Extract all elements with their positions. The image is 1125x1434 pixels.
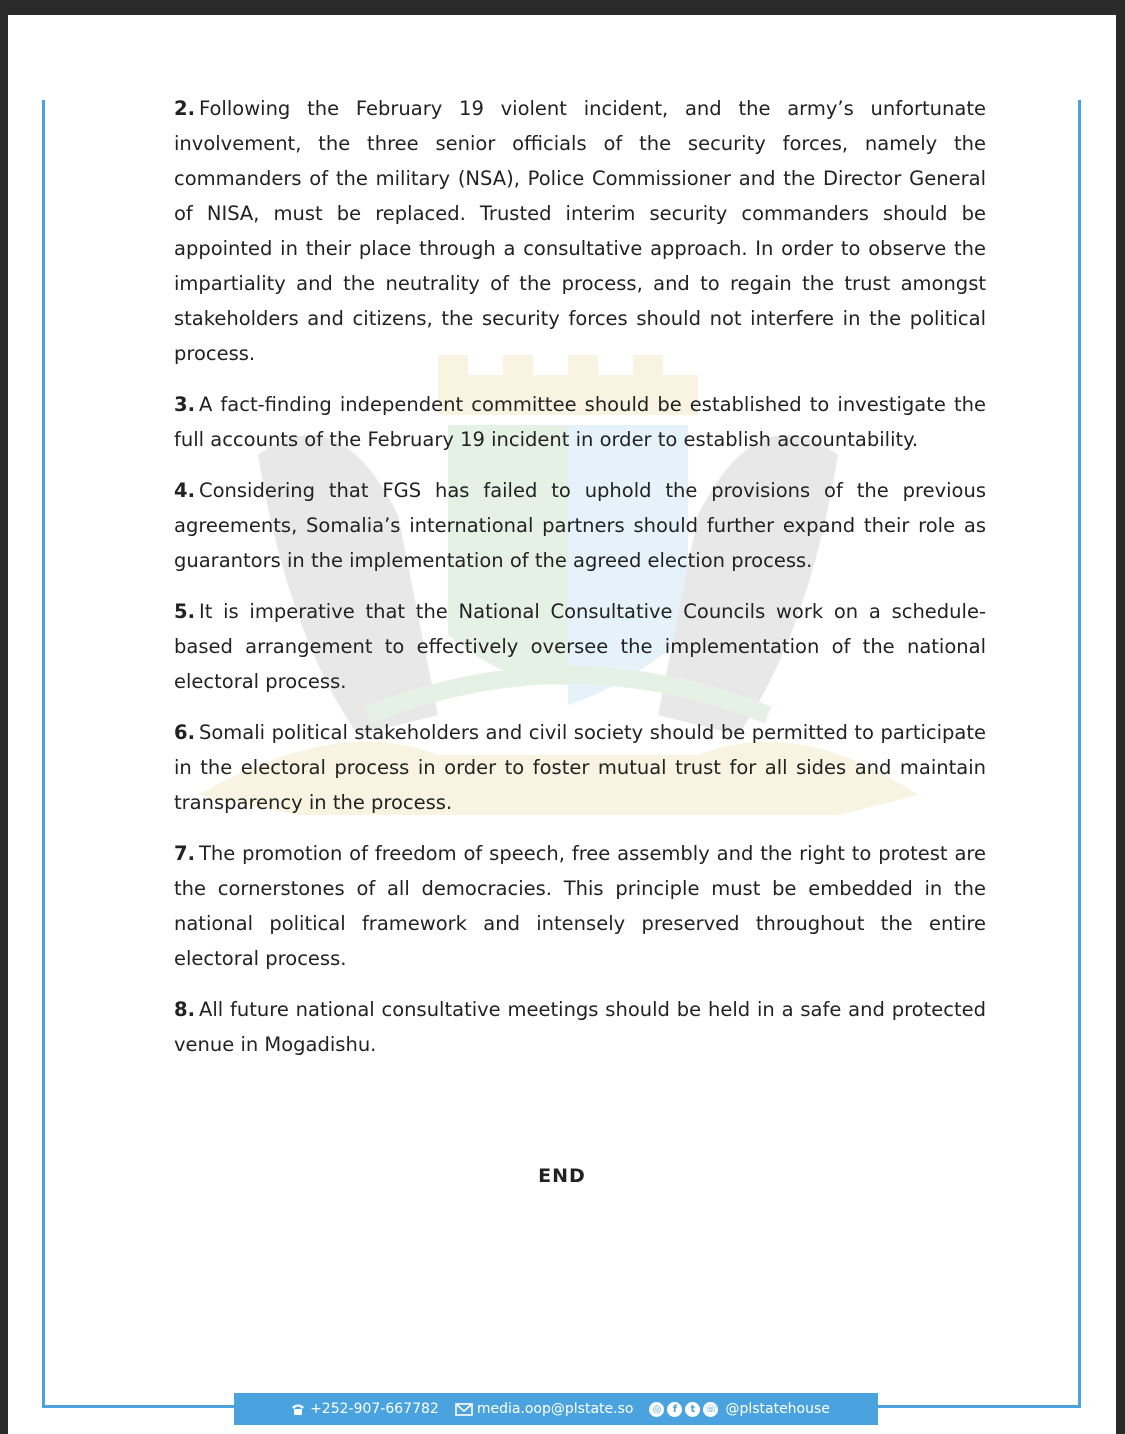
paragraph-number: 7. bbox=[174, 842, 195, 865]
email-address[interactable]: media.oop@plstate.so bbox=[476, 1401, 634, 1417]
paragraph-text: A fact-finding independent committee should be established to investigate the full accounts of the February 19 incident in order to establish accountability. bbox=[174, 393, 986, 451]
paragraph-text: The promotion of freedom of speech, free assembly and the right to protest are the cornerstones of all democracies. This principle must be embedded in the national political framework and intensely preserved throughout the entire electoral process. bbox=[174, 842, 986, 970]
facebook-icon[interactable]: f bbox=[667, 1402, 682, 1417]
paragraph-2 bbox=[174, 91, 986, 371]
paragraph-text: Considering that FGS has failed to uphold the provisions of the previous agreements, Somalia’s international partners should further expand their role as guarantors in the implementation of the agreed election process. bbox=[174, 479, 986, 572]
mail-icon bbox=[455, 1403, 473, 1416]
whatsapp-icon[interactable]: ☏ bbox=[704, 1403, 718, 1415]
paragraph-text: It is imperative that the National Consultative Councils work on a schedule-based arrangement to effectively oversee the implementation of the national electoral process. bbox=[174, 600, 986, 693]
paragraph-text: All future national consultative meetings should be held in a safe and protected venue in Mogadishu. bbox=[174, 998, 986, 1056]
frame-left-border bbox=[42, 100, 45, 1408]
footer-email bbox=[455, 1401, 634, 1417]
paragraph-text: Somali political stakeholders and civil society should be permitted to participate in the electoral process in order to foster mutual trust for all sides and maintain transparency in the process. bbox=[174, 721, 986, 814]
contact-footer bbox=[234, 1393, 878, 1425]
instagram-icon[interactable]: ◎ bbox=[649, 1402, 664, 1417]
twitter-icon[interactable]: t bbox=[685, 1402, 700, 1417]
document-body bbox=[174, 91, 986, 1078]
paragraph-number: 2. bbox=[174, 97, 195, 120]
frame-right-border bbox=[1078, 100, 1081, 1408]
paragraph-6 bbox=[174, 715, 986, 820]
paragraph-5 bbox=[174, 594, 986, 699]
phone-icon bbox=[290, 1402, 306, 1416]
paragraph-3 bbox=[174, 387, 986, 457]
end-marker: END bbox=[538, 1165, 586, 1187]
footer-phone bbox=[290, 1401, 439, 1417]
paragraph-4 bbox=[174, 473, 986, 578]
footer-social bbox=[649, 1401, 829, 1417]
phone-number[interactable]: +252-907-667782 bbox=[310, 1401, 439, 1417]
document-page bbox=[8, 15, 1116, 1434]
paragraph-text: Following the February 19 violent incident, and the army’s unfortunate involvement, the three senior officials of the security forces, namely the commanders of the military (NSA), Police Commissioner and the Director General of NISA, must be replaced. Trusted interim security commanders should be appointed in their place through a consultative approach. In order to observe the impartiality and the neutrality of the process, and to regain the trust amongst stakeholders and citizens, the security forces should not interfere in the political process. bbox=[174, 97, 986, 365]
paragraph-number: 4. bbox=[174, 479, 195, 502]
paragraph-number: 6. bbox=[174, 721, 195, 744]
paragraph-8 bbox=[174, 992, 986, 1062]
paragraph-number: 5. bbox=[174, 600, 195, 623]
paragraph-7 bbox=[174, 836, 986, 976]
social-handle[interactable]: @plstatehouse bbox=[725, 1401, 830, 1417]
paragraph-number: 3. bbox=[174, 393, 195, 416]
paragraph-number: 8. bbox=[174, 998, 195, 1021]
